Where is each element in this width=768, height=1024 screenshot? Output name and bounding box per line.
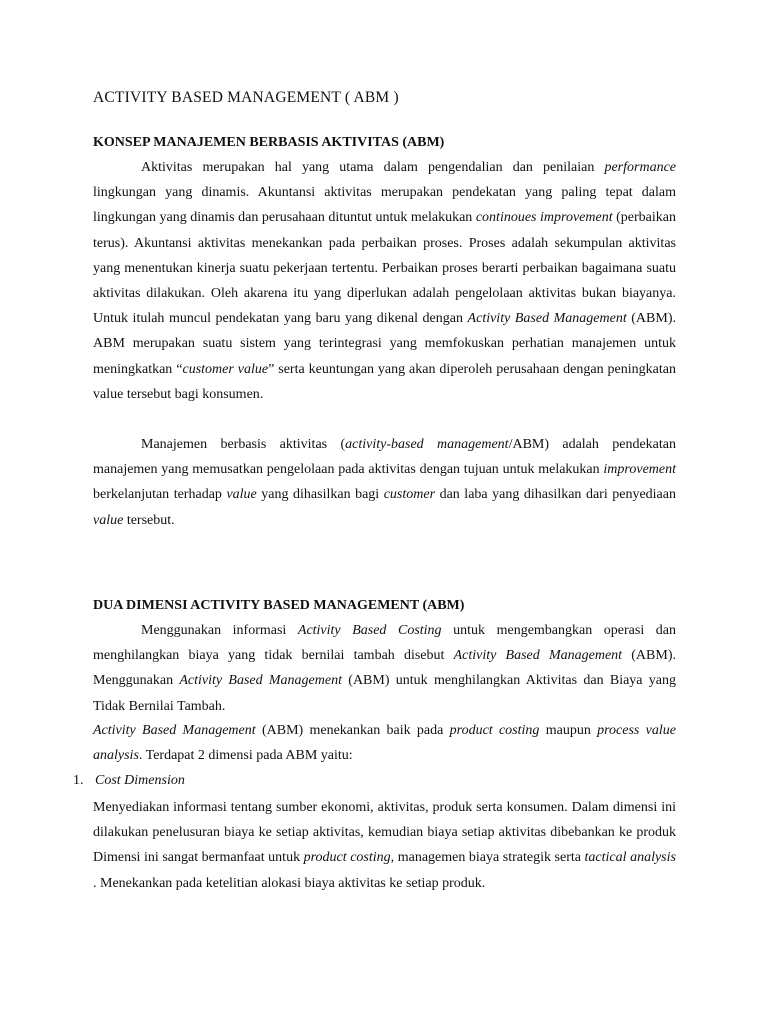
text-run: Aktivitas merupakan hal yang utama dalam pengendalian dan penilaian bbox=[141, 160, 605, 175]
text-run: /ABM) adalah pendekatan manajemen yang memusatkan pengelolaan pada aktivitas dengan tujuan untuk melakukan bbox=[93, 437, 677, 478]
text-run: (ABM). Menggunakan bbox=[93, 648, 676, 689]
italic-term: activity-based management bbox=[345, 437, 509, 452]
italic-term: tactical analysis bbox=[584, 850, 676, 866]
italic-term: Activity Based Management bbox=[453, 648, 623, 664]
text-run: . Terdapat 2 dimensi pada ABM yaitu: bbox=[138, 748, 353, 764]
list-item-cost-dimension bbox=[73, 773, 185, 789]
italic-term: Activity Based Management bbox=[467, 311, 627, 327]
text-run: yang dihasilkan bagi bbox=[256, 487, 384, 503]
text-run: (perbaikan terus). Akuntansi aktivitas menekankan pada perbaikan proses. Proses adalah sekumpulan aktivitas yang menentukan kinerja suatu pekerjaan tertentu. Perbaikan proses berarti perbaikan bagaimana suatu aktivitas dilakukan. Oleh akarena itu yang diperlukan adalah pengelolaan aktivitas bukan biayanya. Untuk itulah muncul pendekatan yang baru yang dikenal dengan bbox=[93, 210, 676, 327]
italic-term: customer bbox=[383, 487, 436, 503]
text-run: dan laba yang dihasilkan dari penyediaan bbox=[435, 487, 676, 503]
section-heading-konsep: KONSEP MANAJEMEN BERBASIS AKTIVITAS (ABM) bbox=[93, 135, 445, 150]
section-heading-dua-dimensi: DUA DIMENSI ACTIVITY BASED MANAGEMENT (ABM) bbox=[93, 598, 465, 613]
italic-term: Activity Based Management bbox=[93, 723, 256, 738]
text-run: untuk mengembangkan operasi dan menghilangkan biaya yang tidak bernilai tambah disebut bbox=[93, 623, 677, 664]
text-run: ” serta keuntungan yang akan diperoleh perusahaan dengan peningkatan value tersebut bagi konsumen. bbox=[93, 361, 676, 402]
text-run: lingkungan yang dinamis. Akuntansi aktivitas merupakan pendekatan yang paling tepat dalam lingkungan yang dinamis dan perusahaan dituntut untuk melakukan bbox=[93, 185, 676, 226]
italic-term: performance bbox=[604, 160, 676, 175]
text-run: (ABM) menekankan baik pada bbox=[255, 723, 450, 738]
italic-term: process value analysis bbox=[93, 723, 676, 764]
text-run: . Menekankan pada ketelitian alokasi biaya aktivitas ke setiap produk. bbox=[93, 875, 486, 891]
paragraph-dimensi-1 bbox=[93, 618, 676, 719]
text-run: , managemen biaya strategik serta bbox=[390, 850, 585, 866]
italic-term: value bbox=[226, 487, 257, 503]
paragraph-dimensi-2 bbox=[93, 718, 676, 768]
text-run: Menyediakan informasi tentang sumber ekonomi, aktivitas, produk serta konsumen. Dalam dimensi ini dilakukan penelusuran biaya ke setiap aktivitas, kemudian biaya setiap aktivitas dibebankan ke produk Dimensi ini sangat bermanfaat untuk bbox=[93, 800, 676, 866]
text-run: maupun bbox=[539, 723, 598, 738]
text-run: tersebut. bbox=[123, 512, 175, 528]
italic-term: value bbox=[93, 512, 124, 528]
italic-term: Activity Based Costing bbox=[297, 623, 442, 638]
italic-term: Activity Based Management bbox=[179, 673, 342, 689]
text-run: Manajemen berbasis aktivitas ( bbox=[141, 437, 346, 452]
text-run: (ABM). ABM merupakan suatu sistem yang terintegrasi yang memfokuskan perhatian manajemen untuk meningkatkan “ bbox=[93, 311, 676, 377]
paragraph-cost-dimension bbox=[93, 795, 676, 896]
text-run: (ABM) untuk menghilangkan Aktivitas dan Biaya yang Tidak Bernilai Tambah. bbox=[93, 673, 677, 714]
italic-term: product costing bbox=[303, 850, 391, 866]
text-run: Menggunakan informasi bbox=[141, 623, 298, 638]
list-number: 1. bbox=[73, 773, 84, 788]
italic-term: improvement bbox=[603, 462, 676, 478]
italic-term: customer value bbox=[182, 361, 269, 377]
list-label: Cost Dimension bbox=[95, 773, 185, 788]
document-title: ACTIVITY BASED MANAGEMENT ( ABM ) bbox=[93, 89, 399, 106]
paragraph-konsep-2 bbox=[93, 432, 676, 533]
paragraph-konsep-1 bbox=[93, 155, 676, 407]
italic-term: product costing bbox=[449, 723, 540, 738]
text-run: berkelanjutan terhadap bbox=[93, 487, 227, 503]
italic-term: continoues improvement bbox=[475, 210, 613, 226]
